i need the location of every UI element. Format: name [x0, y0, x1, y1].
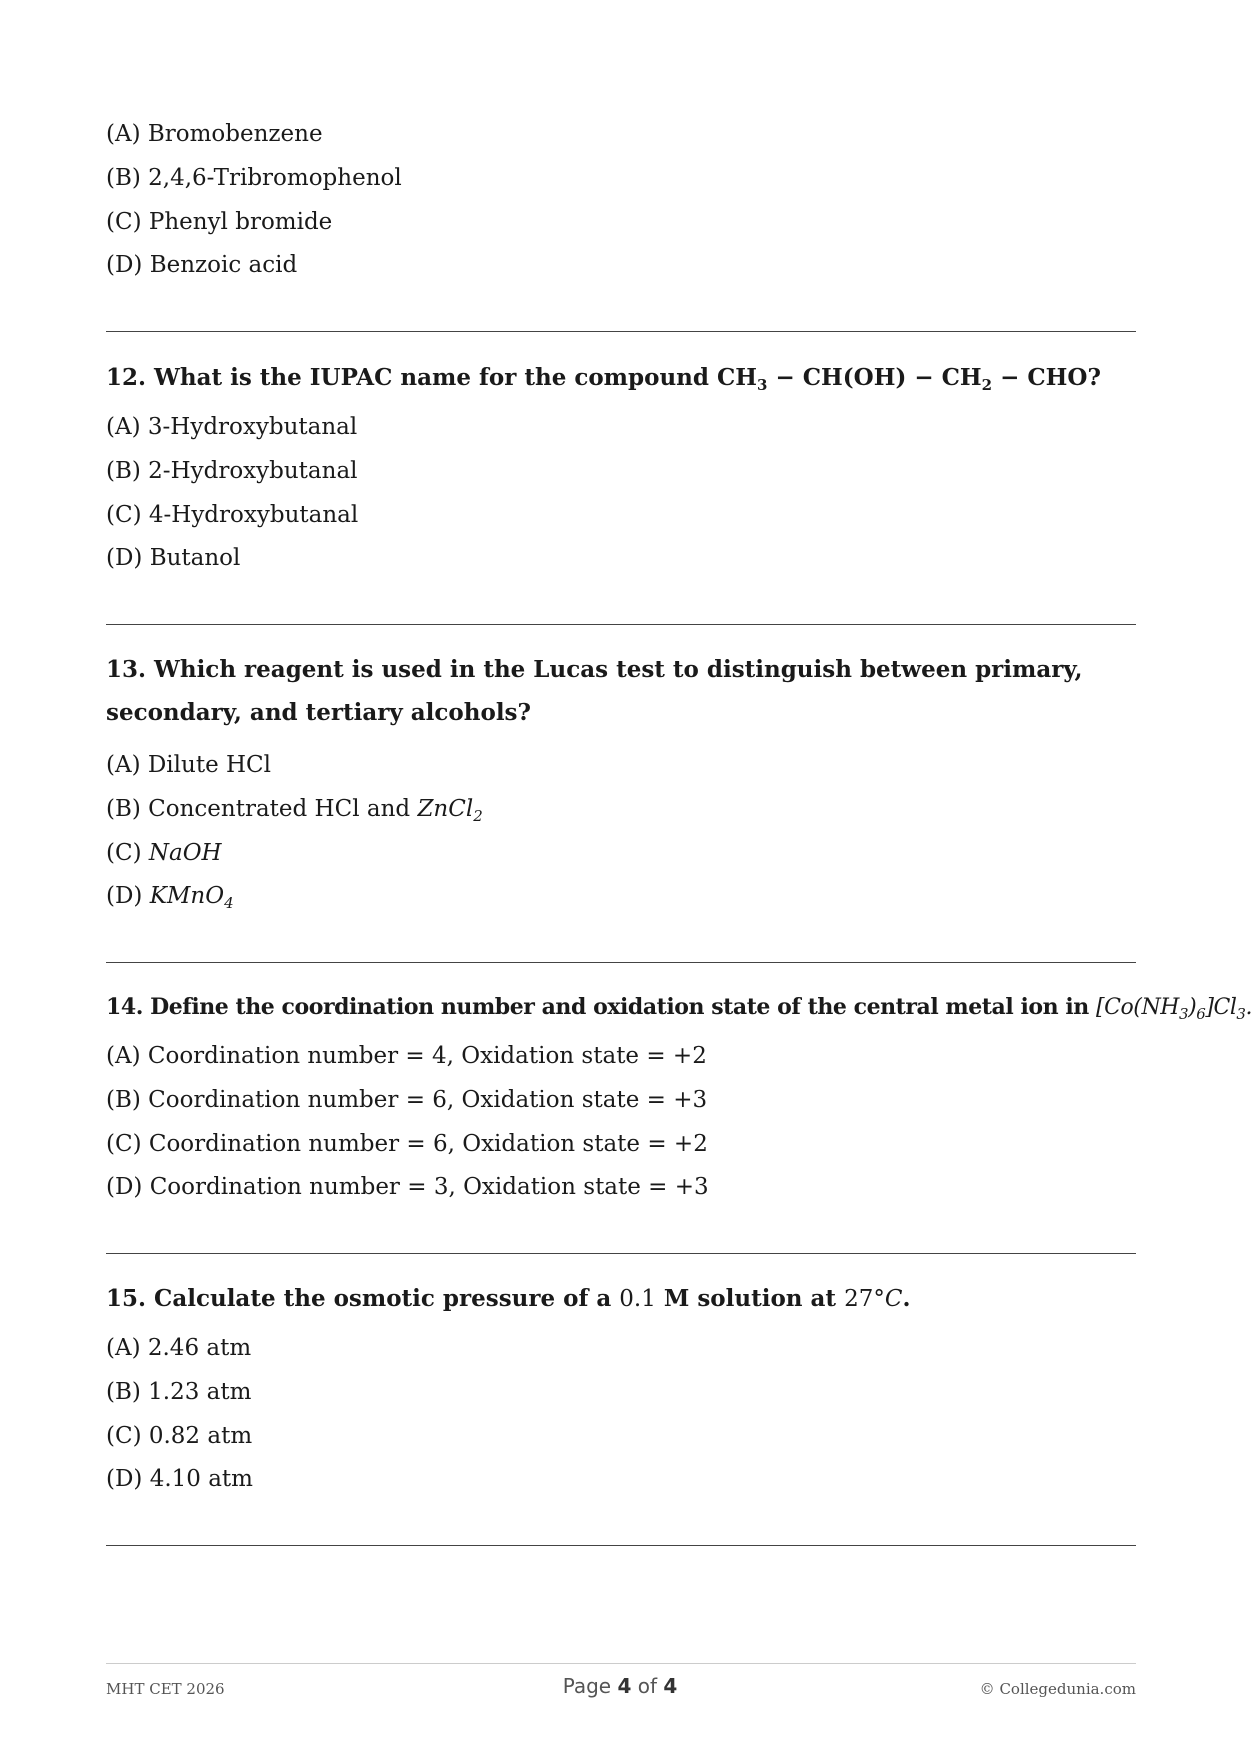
q13-option-d: (D) KMnO$_4$: [106, 883, 234, 912]
q15-option-a: (A) 2.46 atm: [106, 1335, 252, 1361]
divider: [106, 962, 1136, 963]
q12-question-text: 12. What is the IUPAC name for the compound: [106, 364, 717, 391]
q14-option-c: (C) Coordination number = 6, Oxidation state = +2: [106, 1131, 708, 1157]
q11-option-c: (C) Phenyl bromide: [106, 209, 333, 235]
q12-option-a: (A) 3-Hydroxybutanal: [106, 414, 358, 440]
q12-question: [106, 356, 1136, 399]
q11-option-d: (D) Benzoic acid: [106, 252, 298, 278]
footer-copyright: © Collegedunia.com: [979, 1680, 1136, 1698]
q14-question-text: 14. Define the coordination number and oxidation state of the central metal ion in: [106, 994, 1096, 1020]
q14-option-a: (A) Coordination number = 4, Oxidation state = +2: [106, 1043, 707, 1069]
q14-question: [106, 986, 1252, 1029]
q11-option-b: (B) 2,4,6-Tribromophenol: [106, 165, 402, 191]
q13-option-c: (C) NaOH: [106, 840, 222, 866]
q13-option-b: (B) Concentrated HCl and ZnCl$_2$: [106, 796, 483, 825]
q11-option-a: (A) Bromobenzene: [106, 121, 323, 147]
q13-option-d-formula: KMnO$_4$: [149, 883, 234, 912]
q13-question: 13. Which reagent is used in the Lucas test to distinguish between primary, secondary, and tertiary alcohols?: [106, 656, 1083, 726]
q15-question: 15. Calculate the osmotic pressure of a 0.1 M solution at 27°C.: [106, 1285, 911, 1312]
q12-option-b: (B) 2-Hydroxybutanal: [106, 458, 358, 484]
page-number: Page 4 of 4: [562, 1674, 678, 1698]
q14-option-d: (D) Coordination number = 3, Oxidation state = +3: [106, 1174, 709, 1200]
q12-formula: $CH_3 - CH(OH) - CH_2$ − CHO?: [716, 364, 1101, 394]
q12-option-d: (D) Butanol: [106, 545, 241, 571]
divider: [106, 331, 1136, 332]
q15-option-b: (B) 1.23 atm: [106, 1379, 252, 1405]
footer-divider: [106, 1663, 1136, 1664]
divider: [106, 1253, 1136, 1254]
divider: [106, 1545, 1136, 1546]
q15-option-d: (D) 4.10 atm: [106, 1466, 253, 1492]
q13-option-b-formula: ZnCl$_2$: [417, 796, 483, 825]
footer-exam-name: MHT CET 2026: [106, 1680, 225, 1698]
q13-option-c-formula: NaOH: [148, 840, 222, 866]
q13-option-a: (A) Dilute HCl: [106, 752, 272, 778]
q14-option-b: (B) Coordination number = 6, Oxidation state = +3: [106, 1087, 708, 1113]
divider: [106, 624, 1136, 625]
q15-option-c: (C) 0.82 atm: [106, 1423, 253, 1449]
q12-option-c: (C) 4-Hydroxybutanal: [106, 502, 359, 528]
q14-formula: $[Co(NH_3)_6]Cl_3$.: [1096, 995, 1252, 1023]
